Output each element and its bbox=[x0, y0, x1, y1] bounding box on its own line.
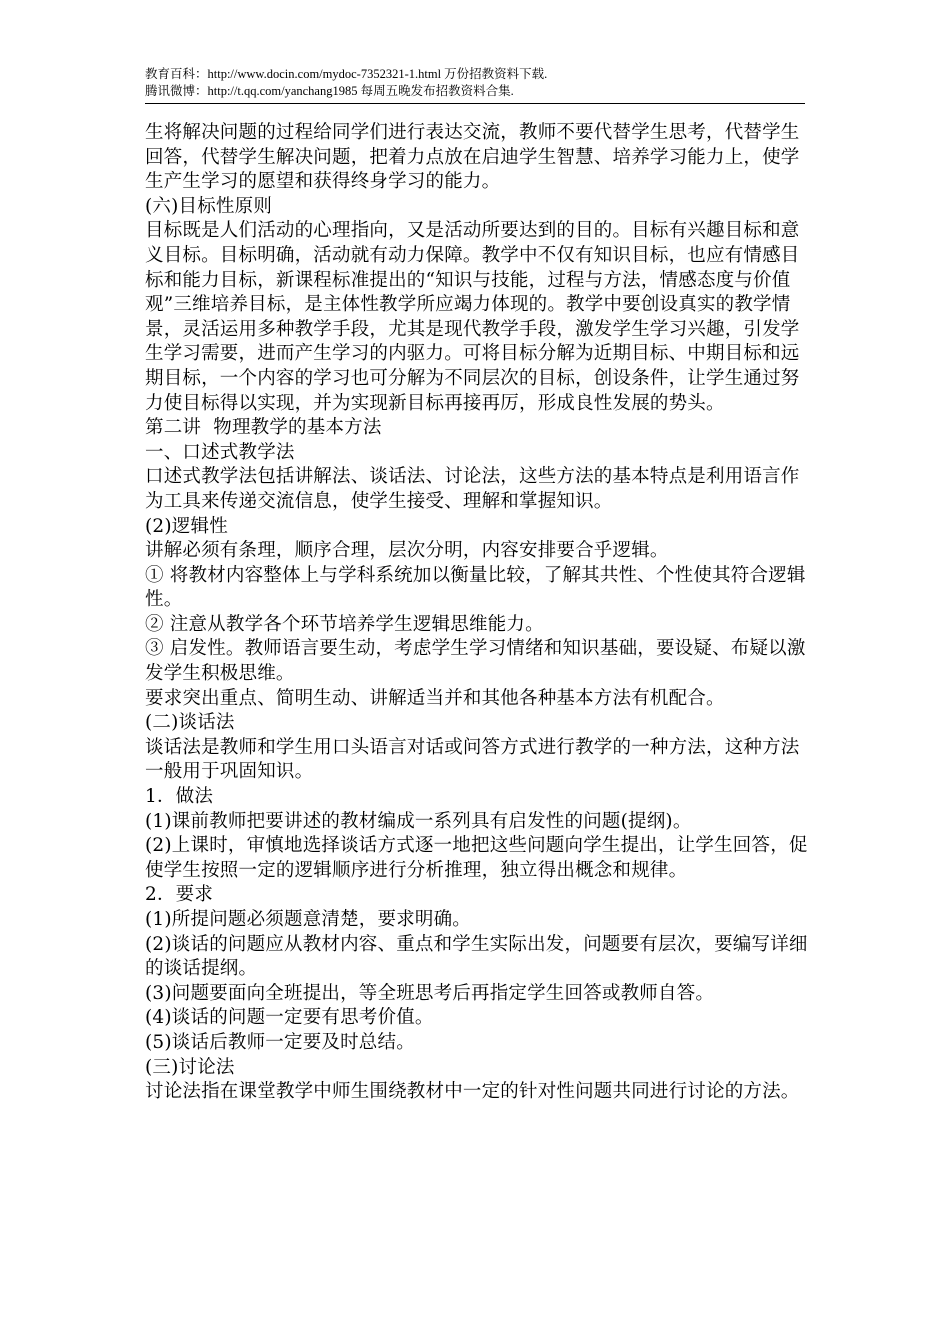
paragraph-oral-method: 口述式教学法包括讲解法、谈话法、讨论法，这些方法的基本特点是利用语言作为工具来传递交流信息，使学生接受、理解和掌握知识。 bbox=[145, 466, 800, 512]
list-item-demand-4: (4)谈话的问题一定要有思考价值。 bbox=[145, 1007, 434, 1029]
paragraph-goal-principle: 目标既是人们活动的心理指向，又是活动所要达到的目的。目标有兴趣目标和意义目标。目标明确，活动就有动力保障。教学中不仅有知识目标，也应有情感目标和能力目标，新课程标准提出的“知识与技能，过程与方法，情感态度与价值观”三维培养目标，是主体性教学所应竭力体现的。教学中要创设真实的教学情景，灵活运用多种教学手段，尤其是现代教学手段，激发学生学习兴趣，引发学生学习需要，进而产生学习的内驱力。可将目标分解为近期目标、中期目标和远期目标，一个内容的学习也可分解为不同层次的目标，创设条件，让学生通过努力使目标得以实现，并为实现新目标再接再厉，形成良性发展的势头。 bbox=[145, 220, 800, 414]
header-divider bbox=[145, 103, 805, 104]
list-item-demand-1: (1)所提问题必须题意清楚，要求明确。 bbox=[145, 909, 472, 930]
paragraph-intro-continuation: 生将解决问题的过程给同学们进行表达交流，教师不要代替学生思考，代替学生回答，代替学生解决问题，把着力点放在启迪学生智慧、培养学习能力上，使学生产生学习的愿望和获得终身学习的能力。 bbox=[145, 122, 800, 193]
list-item-circle-3: ③ 启发性。教师语言要生动，考虑学生学习情绪和知识基础，要设疑、布疑以激发学生积极思维。 bbox=[145, 638, 806, 685]
list-item-circle-2: ② 注意从教学各个环节培养学生逻辑思维能力。 bbox=[145, 613, 544, 635]
heading-logic: (2)逻辑性 bbox=[145, 515, 228, 537]
document-body bbox=[145, 121, 810, 1105]
header-line-baike: 教育百科：http://www.docin.com/mydoc-7352321-1.html 万份招教资料下载. bbox=[145, 67, 548, 81]
header-line-weibo: 腾讯微博：http://t.qq.com/yanchang1985 每周五晚发布招教资料合集. bbox=[145, 84, 514, 98]
list-item-circle-1: ① 将教材内容整体上与学科系统加以衡量比较，了解其共性、个性使其符合逻辑性。 bbox=[145, 564, 806, 611]
list-item-demand-3: (3)问题要面向全班提出，等全班思考后再指定学生回答或教师自答。 bbox=[145, 982, 715, 1004]
list-item-demand-5: (5)谈话后教师一定要及时总结。 bbox=[145, 1031, 415, 1053]
paragraph-discussion-method: 讨论法指在课堂教学中师生围绕教材中一定的针对性问题共同进行讨论的方法。 bbox=[145, 1081, 800, 1103]
heading-goal-principle: (六)目标性原则 bbox=[145, 195, 273, 217]
paragraph-conversation-method: 谈话法是教师和学生用口头语言对话或问答方式进行教学的一种方法，这种方法一般用于巩固知识。 bbox=[145, 736, 800, 783]
heading-lecture-two: 第二讲 物理教学的基本方法 bbox=[145, 417, 382, 439]
paragraph-logic: 讲解必须有条理，顺序合理，层次分明，内容安排要合乎逻辑。 bbox=[145, 540, 669, 562]
heading-demands: 2．要求 bbox=[145, 884, 214, 906]
heading-conversation-method: (二)谈话法 bbox=[145, 712, 235, 734]
list-item-practice-2: (2)上课时，审慎地选择谈话方式逐一地把这些问题向学生提出，让学生回答，促使学生按照一定的逻辑顺序进行分析推理，独立得出概念和规律。 bbox=[145, 835, 808, 881]
heading-oral-method: 一、口述式教学法 bbox=[145, 441, 295, 463]
list-item-demand-2: (2)谈话的问题应从教材内容、重点和学生实际出发，问题要有层次，要编写详细的谈话提纲。 bbox=[145, 933, 808, 980]
page-header bbox=[145, 66, 805, 100]
heading-discussion-method: (三)讨论法 bbox=[145, 1056, 235, 1078]
list-item-practice-1: (1)课前教师把要讲述的教材编成一系列具有启发性的问题(提纲)。 bbox=[145, 810, 692, 832]
heading-practice: 1．做法 bbox=[145, 786, 214, 808]
paragraph-requirements: 要求突出重点、简明生动、讲解适当并和其他各种基本方法有机配合。 bbox=[145, 687, 725, 709]
